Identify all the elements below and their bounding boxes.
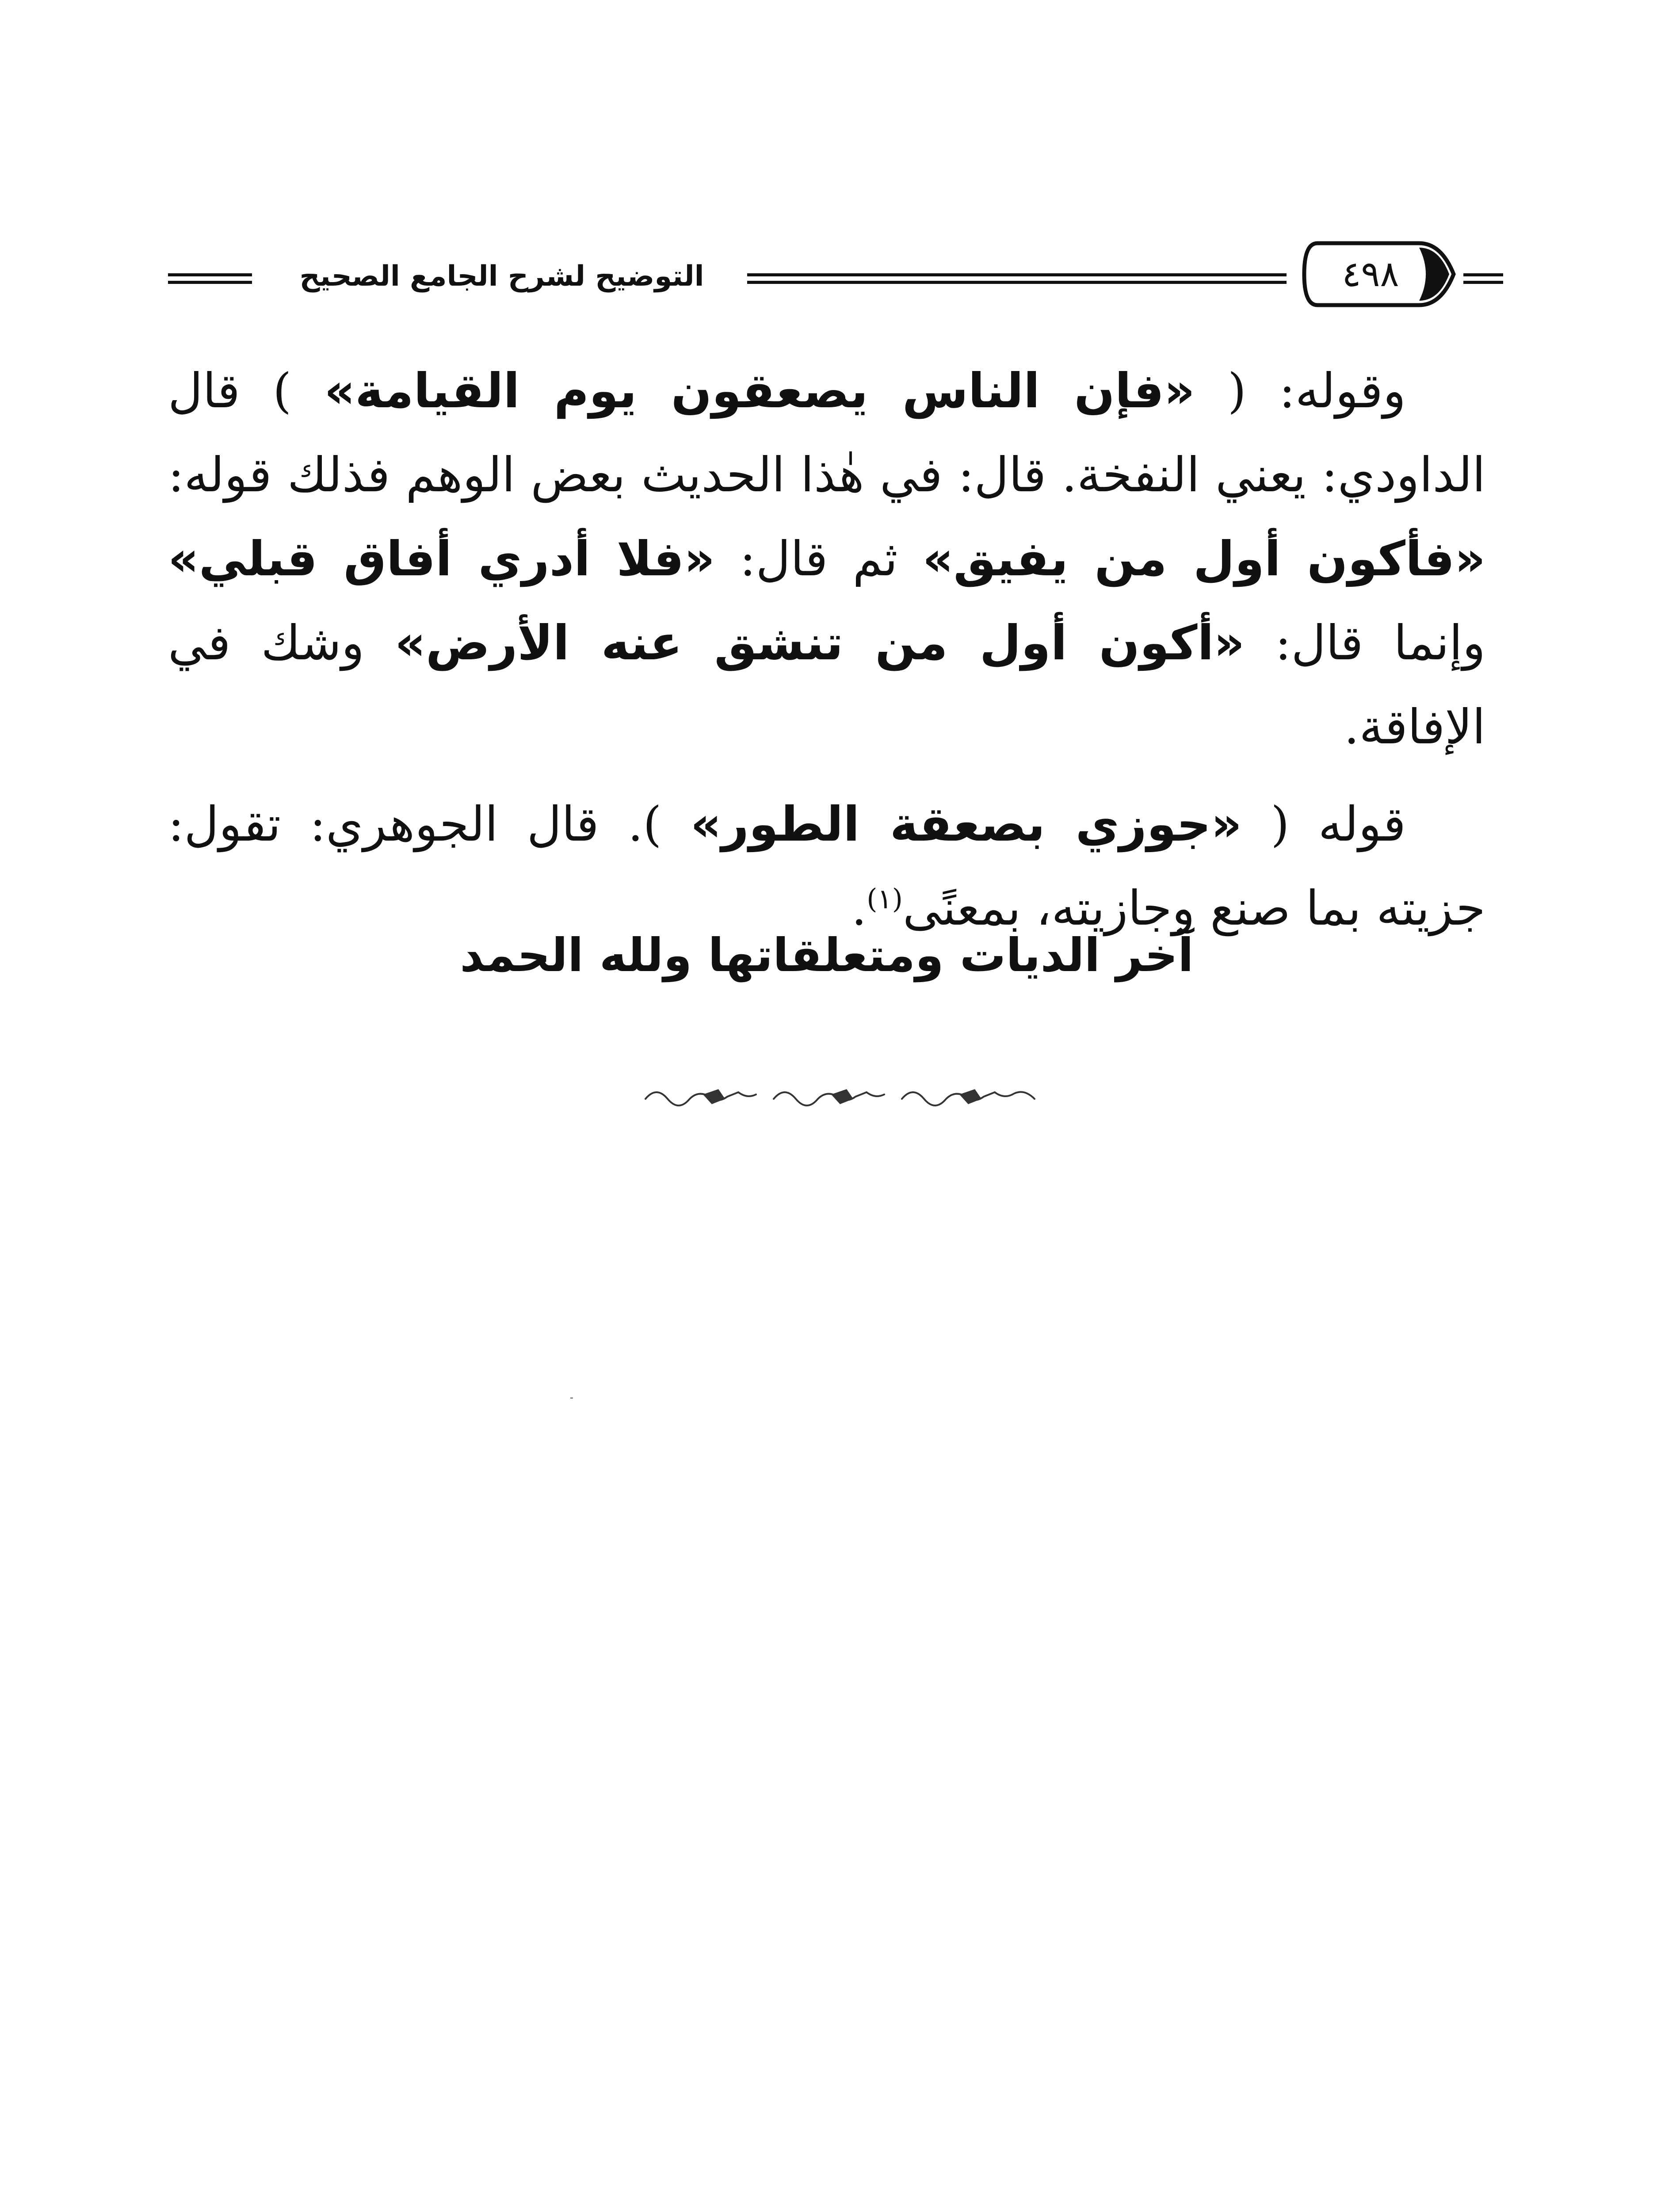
page-number-badge	[1287, 230, 1463, 318]
text-run: قوله (	[1242, 797, 1406, 852]
header-rule-right	[1463, 273, 1503, 284]
header-rule-middle	[747, 273, 1287, 284]
text-run: وشك في الإفاقة.	[168, 616, 1485, 755]
scan-speck	[570, 1397, 573, 1399]
commentary-text	[168, 349, 1485, 951]
page-number: ٤٩٨	[1342, 253, 1399, 295]
paragraph-1	[168, 349, 1485, 769]
text-run: وإنما قال:	[1245, 616, 1485, 671]
hadith-quote: «فلا أدري أفاق قبلي»	[168, 532, 715, 587]
footnote-reference[interactable]: (١)	[867, 883, 903, 915]
hadith-quote: «فأكون أول من يفيق»	[922, 532, 1485, 587]
text-run: .	[851, 881, 867, 936]
header-rule-left	[168, 273, 252, 284]
text-run: ) قال الداودي: يعني النفخة. قال: في هٰذا الحديث بعض الوهم فذلك قوله:	[168, 363, 1485, 503]
hadith-quote: «أكون أول من تنشق عنه الأرض»	[395, 616, 1245, 671]
ornament-divider-icon	[637, 1081, 1043, 1117]
hadith-quote: «جوزي بصعقة الطور»	[690, 797, 1242, 852]
page-header	[168, 221, 1503, 310]
text-run: ثم قال:	[715, 532, 923, 587]
section-closing-heading: آخر الديات ومتعلقاتها ولله الحمد	[460, 928, 1194, 982]
text-run: وقوله: (	[1195, 363, 1406, 419]
running-title: التوضيح لشرح الجامع الصحيح	[299, 260, 704, 293]
text-run: ). قال الجوهري: تقول: جزيته بما صنع وجازيته، بمعنًى	[168, 797, 1485, 936]
hadith-quote: «فإن الناس يصعقون يوم القيامة»	[324, 363, 1195, 419]
